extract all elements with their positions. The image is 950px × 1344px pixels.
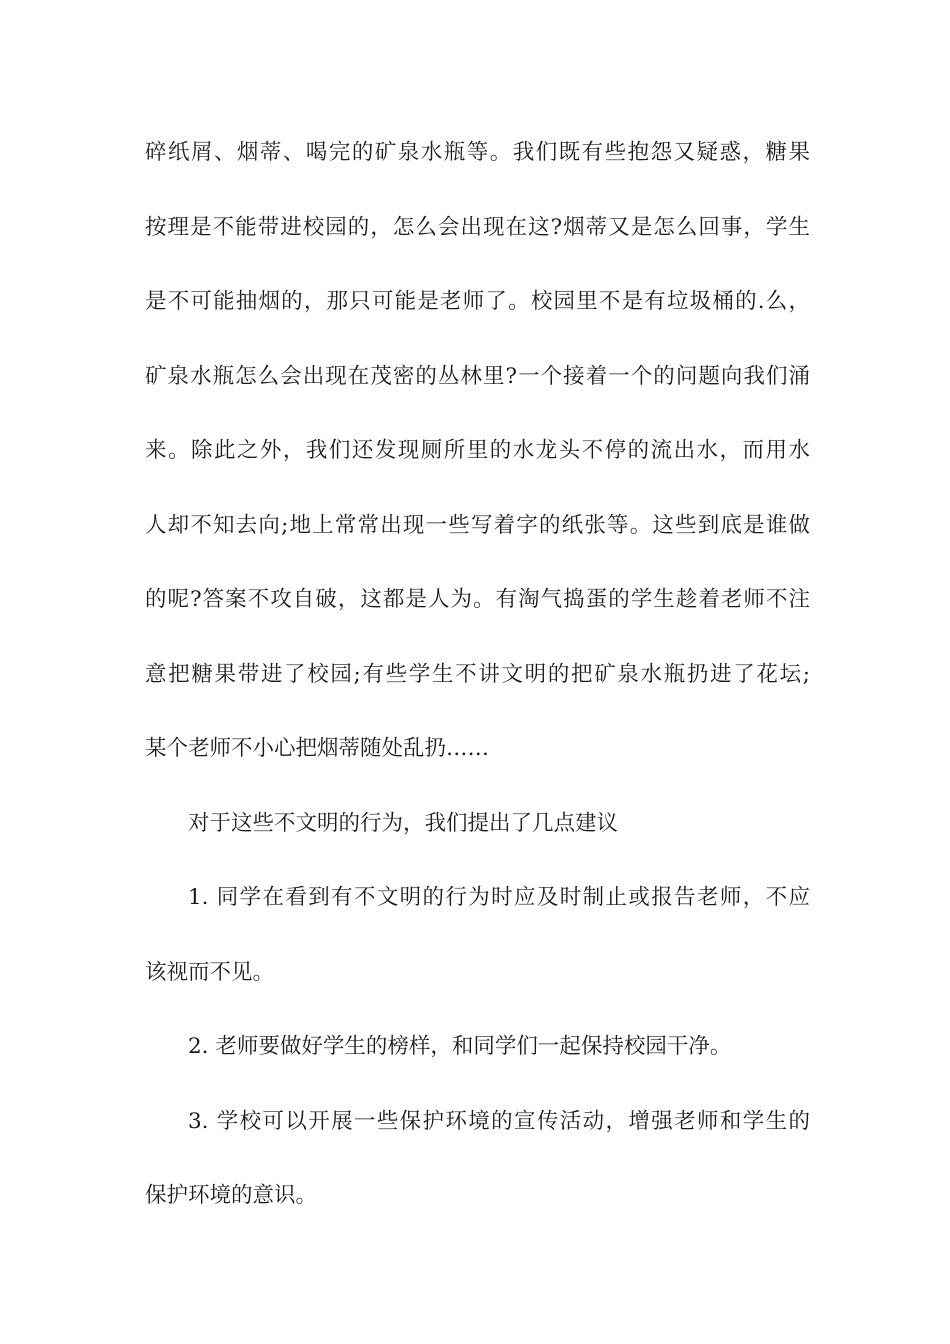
paragraph-line: 是不可能抽烟的，那只可能是老师了。校园里不是有垃圾桶的.么， xyxy=(145,289,810,314)
paragraph-line: 矿泉水瓶怎么会出现在茂密的丛林里?一个接着一个的问题向我们涌 xyxy=(145,363,810,389)
paragraph-line: 人却不知去向;地上常常出现一些写着字的纸张等。这些到底是谁做 xyxy=(145,512,810,538)
paragraph-line: 按理是不能带进校园的，怎么会出现在这?烟蒂又是怎么回事，学生 xyxy=(145,214,810,240)
suggestions-intro: 对于这些不文明的行为，我们提出了几点建议 xyxy=(188,810,619,836)
suggestion-item-1: 1. 同学在看到有不文明的行为时应及时制止或报告老师，不应 xyxy=(188,885,810,910)
suggestion-item-2: 2. 老师要做好学生的榜样，和同学们一起保持校园干净。 xyxy=(188,1034,732,1059)
paragraph-line: 的呢?答案不攻自破，这都是人为。有淘气捣蛋的学生趁着老师不注 xyxy=(145,587,810,612)
paragraph-line: 来。除此之外，我们还发现厕所里的水龙头不停的流出水，而用水 xyxy=(145,438,810,463)
paragraph-line: 意把糖果带进了校园;有些学生不讲文明的把矿泉水瓶扔进了花坛; xyxy=(145,661,810,687)
document-body xyxy=(145,127,810,1245)
paragraph-line: 某个老师不小心把烟蒂随处乱扔…… xyxy=(145,736,490,761)
suggestion-item-3-continued: 保护环境的意识。 xyxy=(145,1183,318,1208)
suggestion-item-1-continued: 该视而不见。 xyxy=(145,959,275,985)
paragraph-line: 碎纸屑、烟蒂、喝完的矿泉水瓶等。我们既有些抱怨又疑惑，糖果 xyxy=(145,140,810,165)
suggestion-item-3: 3. 学校可以开展一些保护环境的宣传活动，增强老师和学生的 xyxy=(188,1108,810,1134)
